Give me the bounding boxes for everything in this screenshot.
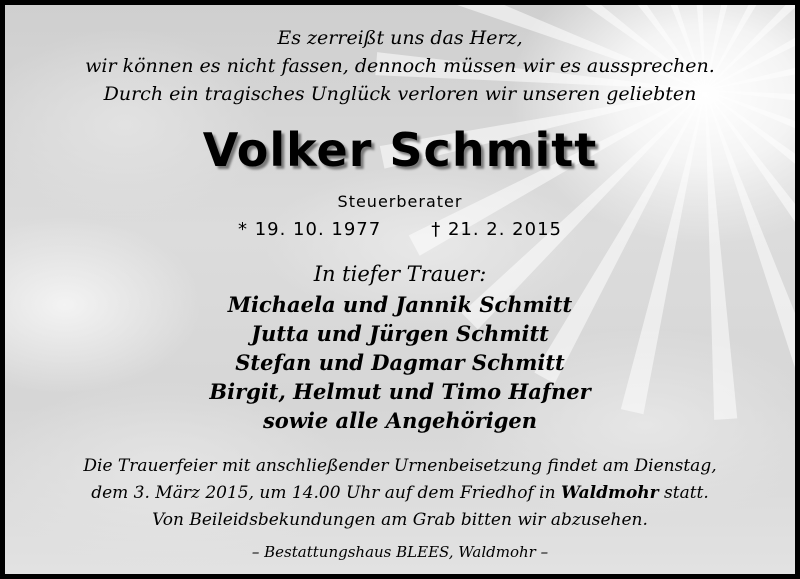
birth-date: * 19. 10. 1977: [237, 219, 382, 240]
life-dates: [5, 219, 795, 240]
service-line-2-text: dem 3. März 2015, um 14.00 Uhr auf dem Friedhof in: [91, 483, 561, 503]
service-line-2-end: statt.: [658, 483, 709, 503]
funeral-home: – Bestattungshaus BLEES, Waldmohr –: [251, 543, 549, 561]
death-date: † 21. 2. 2015: [431, 219, 562, 240]
intro-line-2: wir können es nicht fassen, dennoch müssen wir es aussprechen.: [85, 55, 715, 77]
deceased-name: Volker Schmitt: [202, 123, 598, 177]
mourner-line: Stefan und Dagmar Schmitt: [235, 350, 565, 375]
intro-line-1: Es zerreißt uns das Herz,: [277, 27, 523, 49]
mourner-line: Jutta und Jürgen Schmitt: [251, 321, 549, 346]
mourner-line: Birgit, Helmut und Timo Hafner: [209, 379, 591, 404]
service-line-3: Von Beileidsbekundungen am Grab bitten wir abzusehen.: [152, 510, 648, 530]
service-place: Waldmohr: [560, 483, 659, 503]
mourner-line: sowie alle Angehörigen: [262, 408, 538, 433]
mourning-heading: In tiefer Trauer:: [313, 262, 487, 286]
deceased-occupation: Steuerberater: [337, 192, 463, 211]
service-line-1: Die Trauerfeier mit anschließender Urnenbeisetzung findet am Dienstag,: [83, 456, 717, 476]
mourner-line: Michaela und Jannik Schmitt: [227, 292, 573, 317]
intro-line-3: Durch ein tragisches Unglück verloren wir unseren geliebten: [103, 83, 697, 105]
service-line-2: [5, 483, 795, 503]
